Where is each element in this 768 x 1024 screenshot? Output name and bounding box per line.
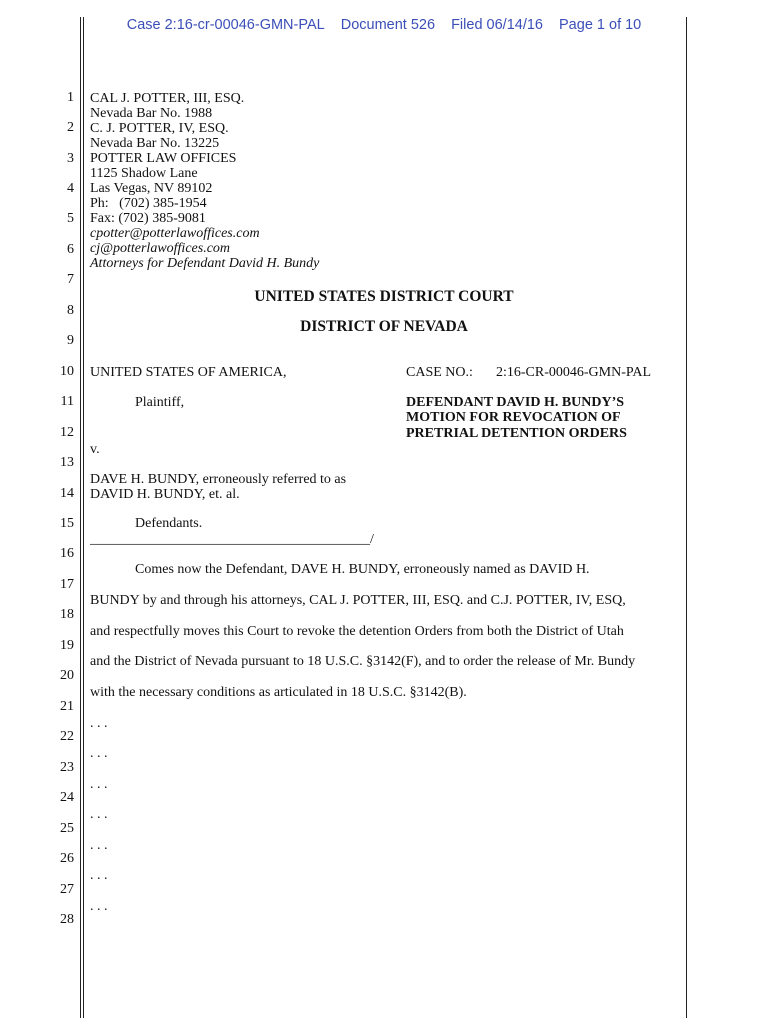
line-number: 26 [60,851,74,866]
motion-title-line: PRETRIAL DETENTION ORDERS [406,426,627,441]
court-name: UNITED STATES DISTRICT COURT [254,288,514,305]
ellipsis-line: . . . [90,899,108,914]
attorney-bar-number: Nevada Bar No. 13225 [90,136,220,151]
caption-separator: ________________________________________/ [90,532,374,547]
motion-body-line: BUNDY by and through his attorneys, CAL J. POTTER, III, ESQ. and C.J. POTTER, IV, ESQ, [90,593,626,608]
line-number: 21 [60,699,74,714]
line-number: 10 [60,364,74,379]
line-number: 16 [60,546,74,561]
motion-body-line: and the District of Nevada pursuant to 18 U.S.C. §3142(F), and to order the release of Mr. Bundy [90,654,636,669]
firm-city-address: Las Vegas, NV 89102 [90,181,213,196]
line-number: 5 [67,211,74,226]
line-number: 17 [60,577,74,592]
line-number: 25 [60,821,74,836]
line-number: 4 [67,181,74,196]
firm-street-address: 1125 Shadow Lane [90,166,198,181]
attorney-name: C. J. POTTER, IV, ESQ. [90,121,229,136]
line-number: 7 [67,272,74,287]
versus-label: v. [90,442,100,457]
law-firm-name: POTTER LAW OFFICES [90,151,237,166]
line-number: 8 [67,303,74,318]
line-number: 22 [60,729,74,744]
attorney-role: Attorneys for Defendant David H. Bundy [90,256,320,271]
stamp-case-number: Case 2:16-cr-00046-GMN-PAL [126,17,325,33]
attorney-name: CAL J. POTTER, III, ESQ. [90,91,245,106]
line-number: 20 [60,668,74,683]
stamp-page-count: Page 1 of 10 [559,17,642,33]
line-number: 12 [60,425,74,440]
court-district: DISTRICT OF NEVADA [300,318,468,335]
line-number: 23 [60,760,74,775]
ecf-header-stamp [0,17,768,33]
ellipsis-line: . . . [90,716,108,731]
defendant-name: DAVE H. BUNDY, erroneously referred to as [90,472,347,487]
line-number: 3 [67,151,74,166]
line-number: 6 [67,242,74,257]
line-number: 19 [60,638,74,653]
ellipsis-line: . . . [90,777,108,792]
case-number-label: CASE NO.: [406,365,473,380]
motion-body-line: and respectfully moves this Court to revoke the detention Orders from both the District of Utah [90,624,624,639]
line-number: 24 [60,790,74,805]
motion-body-line: Comes now the Defendant, DAVE H. BUNDY, erroneously named as DAVID H. [135,562,590,577]
line-number: 18 [60,607,74,622]
attorney-email: cj@potterlawoffices.com [90,241,231,256]
right-margin-rule [686,17,687,1018]
stamp-filed-date: Filed 06/14/16 [451,17,543,33]
motion-title-line: MOTION FOR REVOCATION OF [406,410,621,425]
motion-title-line: DEFENDANT DAVID H. BUNDY’S [406,395,625,410]
left-margin-rule-outer [80,17,81,1018]
line-number: 9 [67,333,74,348]
counsel-caption-block [90,91,319,271]
line-number: 2 [67,120,74,135]
attorney-email: cpotter@potterlawoffices.com [90,226,260,241]
case-number: 2:16-CR-00046-GMN-PAL [496,365,652,380]
defendant-name-continued: DAVID H. BUNDY, et. al. [90,487,240,502]
line-number: 1 [67,90,74,105]
plaintiff-name: UNITED STATES OF AMERICA, [90,365,287,380]
defendant-label: Defendants. [135,516,203,531]
ellipsis-line: . . . [90,838,108,853]
attorney-bar-number: Nevada Bar No. 1988 [90,106,213,121]
line-number: 27 [60,882,74,897]
stamp-document-number: Document 526 [340,17,436,33]
line-number: 11 [60,394,74,409]
line-number: 28 [60,912,74,927]
plaintiff-label: Plaintiff, [135,395,185,410]
line-number: 13 [60,455,74,470]
motion-body-line: with the necessary conditions as articulated in 18 U.S.C. §3142(B). [90,685,467,700]
firm-phone: Ph: (702) 385-1954 [90,196,207,211]
ellipsis-line: . . . [90,868,108,883]
firm-fax: Fax: (702) 385-9081 [90,211,206,226]
line-number: 14 [60,486,74,501]
ellipsis-line: . . . [90,807,108,822]
left-margin-rule-inner [83,17,84,1018]
ellipsis-line: . . . [90,746,108,761]
line-number: 15 [60,516,74,531]
